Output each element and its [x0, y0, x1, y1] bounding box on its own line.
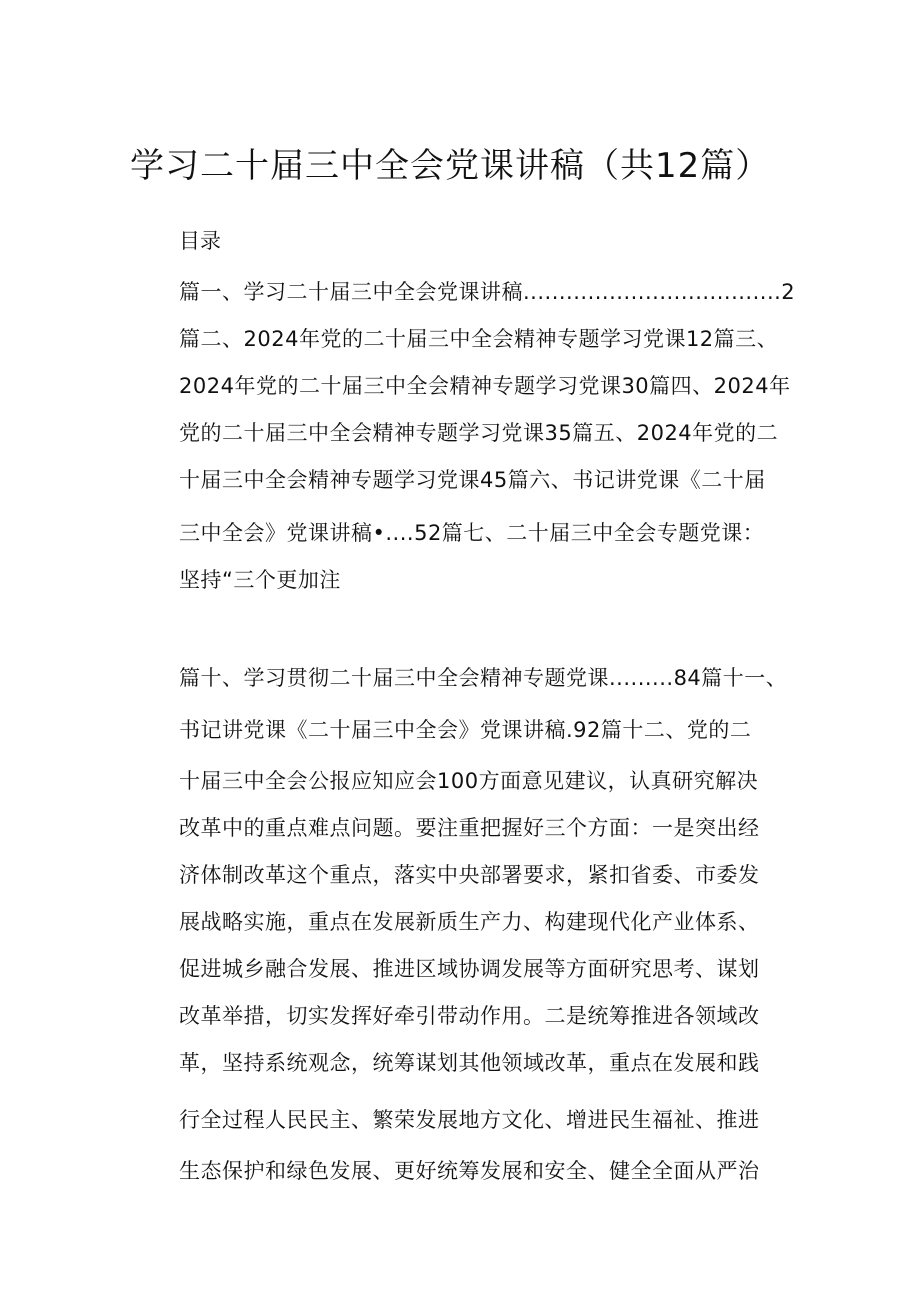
body-line: 生态保护和绿色发展、更好统筹发展和安全、健全全面从严治 [179, 1159, 760, 1183]
body-line: 书记讲党课《二十届三中全会》党课讲稿.92篇十二、党的二 [179, 718, 752, 742]
body-line: 十届三中全会公报应知应会100方面意见建议，认真研究解决 [179, 769, 759, 793]
body-line: 改革举措，切实发挥好牵引带动作用。二是统筹推进各领域改 [179, 1004, 760, 1028]
body-line: 展战略实施，重点在发展新质生产力、构建现代化产业体系、 [179, 910, 760, 934]
body-line: 改革中的重点难点问题。要注重把握好三个方面：一是突出经 [179, 816, 760, 840]
body-line: 促进城乡融合发展、推进区域协调发展等方面研究思考、谋划 [179, 957, 760, 981]
document-title: 学习二十届三中全会党课讲稿（共12篇） [130, 146, 771, 186]
toc-line: 三中全会》党课讲稿•....52篇七、二十届三中全会专题党课： [179, 521, 765, 545]
toc-line: 2024年党的二十届三中全会精神专题学习党课30篇四、2024年 [179, 374, 791, 398]
body-line: 篇十、学习贯彻二十届三中全会精神专题党课.........84篇十一、 [179, 666, 788, 690]
toc-heading: 目录 [179, 229, 221, 253]
toc-line: 党的二十届三中全会精神专题学习党课35篇五、2024年党的二 [179, 421, 779, 445]
toc-line: 十届三中全会精神专题学习党课45篇六、书记讲党课《二十届 [179, 468, 766, 492]
toc-line: 篇二、2024年党的二十届三中全会精神专题学习党课12篇三、 [179, 327, 779, 351]
body-line: 济体制改革这个重点，落实中央部署要求，紧扣省委、市委发 [179, 863, 760, 887]
body-line: 行全过程人民民主、繁荣发展地方文化、增进民生福祉、推进 [179, 1108, 760, 1132]
toc-line: 坚持“三个更加注 [179, 568, 341, 592]
toc-line: 篇一、学习二十届三中全会党课讲稿....................................2 [179, 280, 796, 304]
body-line: 革，坚持系统观念，统筹谋划其他领域改革，重点在发展和践 [179, 1051, 760, 1075]
